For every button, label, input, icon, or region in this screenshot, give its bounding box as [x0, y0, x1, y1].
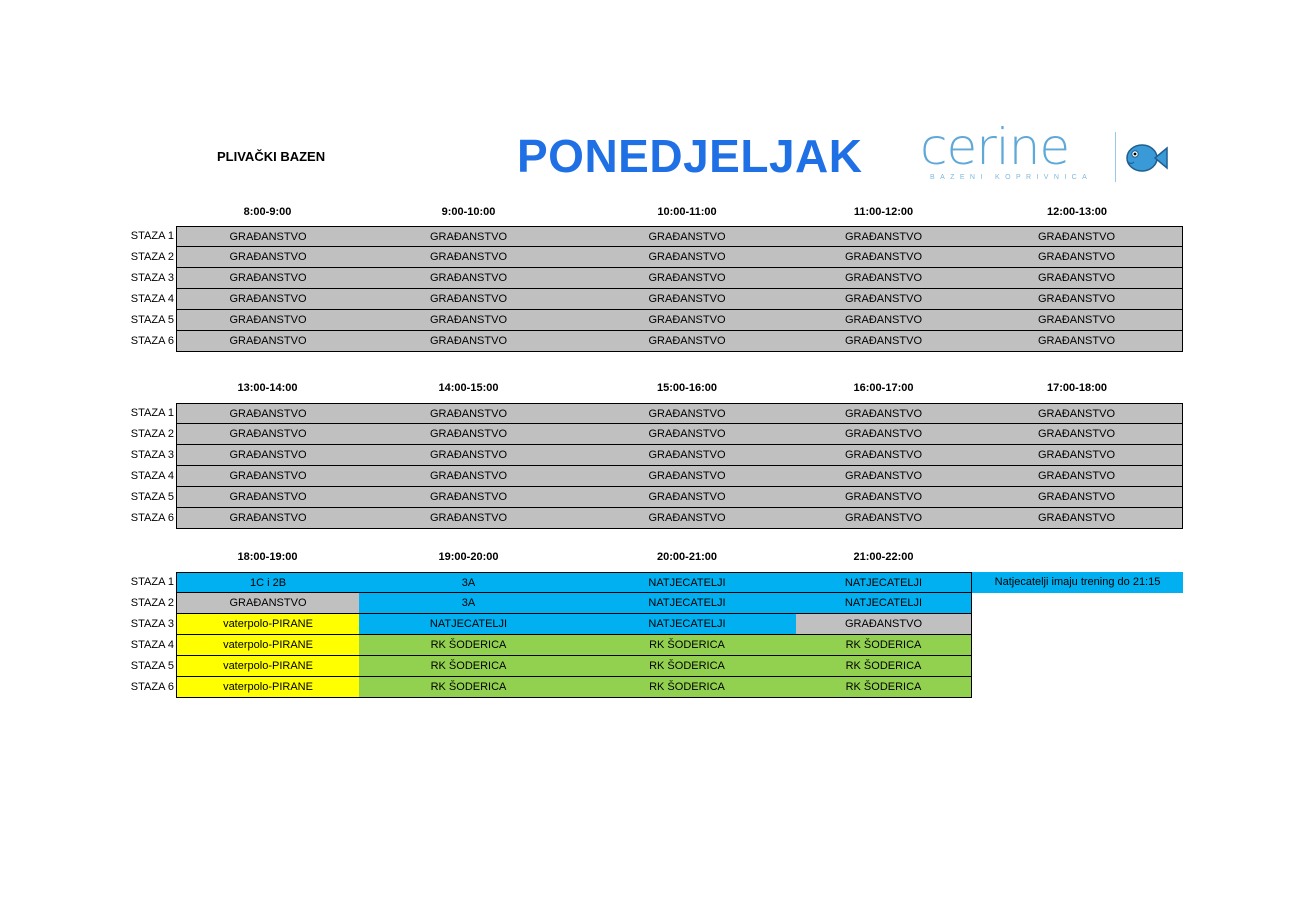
schedule-cell: GRAĐANSTVO	[971, 268, 1183, 289]
lane-label: STAZA 5	[130, 491, 174, 503]
schedule-cell: GRAĐANSTVO	[176, 403, 360, 424]
schedule-cell: GRAĐANSTVO	[176, 466, 360, 487]
schedule-cell: GRAĐANSTVO	[796, 466, 972, 487]
schedule-cell: GRAĐANSTVO	[359, 331, 579, 352]
schedule-cell: GRAĐANSTVO	[971, 487, 1183, 508]
schedule-cell: GRAĐANSTVO	[176, 593, 360, 614]
time-header: 15:00-16:00	[657, 382, 717, 394]
schedule-cell: NATJECATELJI	[578, 572, 797, 593]
lane-label: STAZA 4	[130, 293, 174, 305]
schedule-cell: GRAĐANSTVO	[359, 403, 579, 424]
schedule-cell: GRAĐANSTVO	[796, 331, 972, 352]
schedule-cell: 3A	[359, 572, 579, 593]
schedule-cell: GRAĐANSTVO	[176, 226, 360, 247]
schedule-cell: GRAĐANSTVO	[971, 508, 1183, 529]
schedule-cell: GRAĐANSTVO	[796, 487, 972, 508]
lane-label: STAZA 1	[130, 407, 174, 419]
lane-label: STAZA 5	[130, 660, 174, 672]
schedule-cell: GRAĐANSTVO	[971, 226, 1183, 247]
lane-label: STAZA 1	[130, 576, 174, 588]
schedule-cell: GRAĐANSTVO	[796, 247, 972, 268]
schedule-cell: GRAĐANSTVO	[359, 508, 579, 529]
schedule-cell: GRAĐANSTVO	[578, 268, 797, 289]
lane-label: STAZA 2	[130, 251, 174, 263]
schedule-cell: RK ŠODERICA	[359, 635, 579, 656]
schedule-cell: 3A	[359, 593, 579, 614]
schedule-cell: GRAĐANSTVO	[796, 445, 972, 466]
schedule-cell: GRAĐANSTVO	[176, 424, 360, 445]
schedule-cell: RK ŠODERICA	[578, 656, 797, 677]
lane-label: STAZA 2	[130, 428, 174, 440]
schedule-cell: GRAĐANSTVO	[796, 226, 972, 247]
schedule-cell: GRAĐANSTVO	[176, 331, 360, 352]
schedule-cell: GRAĐANSTVO	[578, 424, 797, 445]
schedule-cell: vaterpolo-PIRANE	[176, 614, 360, 635]
schedule-cell: GRAĐANSTVO	[176, 247, 360, 268]
training-note: Natjecatelji imaju trening do 21:15	[972, 572, 1183, 593]
schedule-cell: GRAĐANSTVO	[578, 226, 797, 247]
schedule-cell: NATJECATELJI	[796, 572, 972, 593]
lane-label: STAZA 6	[130, 512, 174, 524]
schedule-cell: GRAĐANSTVO	[359, 487, 579, 508]
schedule-cell: NATJECATELJI	[578, 593, 797, 614]
schedule-cell: GRAĐANSTVO	[971, 424, 1183, 445]
lane-label: STAZA 5	[130, 314, 174, 326]
schedule-cell: GRAĐANSTVO	[359, 268, 579, 289]
schedule-cell: NATJECATELJI	[578, 614, 797, 635]
logo-tagline: BAZENI KOPRIVNICA	[930, 174, 1093, 181]
schedule-cell: NATJECATELJI	[796, 593, 972, 614]
schedule-cell: GRAĐANSTVO	[176, 268, 360, 289]
schedule-cell: GRAĐANSTVO	[796, 268, 972, 289]
schedule-cell: GRAĐANSTVO	[359, 310, 579, 331]
schedule-cell: GRAĐANSTVO	[578, 247, 797, 268]
schedule-cell: GRAĐANSTVO	[578, 310, 797, 331]
schedule-cell: GRAĐANSTVO	[971, 445, 1183, 466]
schedule-cell: GRAĐANSTVO	[359, 247, 579, 268]
schedule-cell: GRAĐANSTVO	[359, 445, 579, 466]
schedule-cell: GRAĐANSTVO	[578, 508, 797, 529]
time-header: 11:00-12:00	[853, 206, 914, 218]
schedule-cell: GRAĐANSTVO	[971, 466, 1183, 487]
schedule-cell: vaterpolo-PIRANE	[176, 656, 360, 677]
facility-name: PLIVAČKI BAZEN	[217, 149, 326, 164]
cerine-logo	[920, 118, 1170, 188]
time-header: 19:00-20:00	[438, 551, 499, 563]
logo-wordmark: cerine	[920, 118, 1070, 176]
schedule-cell: RK ŠODERICA	[578, 677, 797, 698]
schedule-cell: RK ŠODERICA	[578, 635, 797, 656]
schedule-cell: GRAĐANSTVO	[971, 289, 1183, 310]
schedule-cell: GRAĐANSTVO	[796, 508, 972, 529]
schedule-cell: GRAĐANSTVO	[796, 310, 972, 331]
schedule-cell: GRAĐANSTVO	[578, 445, 797, 466]
schedule-cell: GRAĐANSTVO	[359, 466, 579, 487]
schedule-cell: GRAĐANSTVO	[359, 289, 579, 310]
lane-label: STAZA 1	[130, 230, 174, 242]
time-header: 8:00-9:00	[243, 206, 292, 218]
time-header: 12:00-13:00	[1047, 206, 1107, 218]
schedule-cell: GRAĐANSTVO	[359, 424, 579, 445]
lane-label: STAZA 4	[130, 639, 174, 651]
schedule-cell: GRAĐANSTVO	[176, 508, 360, 529]
schedule-cell: GRAĐANSTVO	[578, 487, 797, 508]
schedule-cell: GRAĐANSTVO	[176, 289, 360, 310]
schedule-cell: GRAĐANSTVO	[176, 487, 360, 508]
schedule-cell: vaterpolo-PIRANE	[176, 635, 360, 656]
time-header: 17:00-18:00	[1047, 382, 1107, 394]
lane-label: STAZA 6	[130, 681, 174, 693]
lane-label: STAZA 3	[130, 449, 174, 461]
schedule-cell: GRAĐANSTVO	[359, 226, 579, 247]
schedule-cell: GRAĐANSTVO	[176, 310, 360, 331]
lane-label: STAZA 6	[130, 335, 174, 347]
schedule-cell: NATJECATELJI	[359, 614, 579, 635]
schedule-cell: RK ŠODERICA	[796, 635, 972, 656]
schedule-cell: vaterpolo-PIRANE	[176, 677, 360, 698]
time-header: 20:00-21:00	[657, 551, 717, 563]
logo-separator	[1115, 132, 1116, 182]
time-header: 9:00-10:00	[441, 206, 496, 218]
schedule-cell: GRAĐANSTVO	[796, 403, 972, 424]
schedule-cell: GRAĐANSTVO	[578, 289, 797, 310]
schedule-cell: RK ŠODERICA	[359, 677, 579, 698]
schedule-cell: GRAĐANSTVO	[176, 445, 360, 466]
lane-label: STAZA 2	[130, 597, 174, 609]
schedule-cell: GRAĐANSTVO	[796, 424, 972, 445]
schedule-cell: GRAĐANSTVO	[578, 331, 797, 352]
schedule-cell: GRAĐANSTVO	[971, 403, 1183, 424]
time-header: 16:00-17:00	[853, 382, 914, 394]
schedule-cell: GRAĐANSTVO	[578, 466, 797, 487]
day-title: PONEDJELJAK	[517, 130, 863, 182]
lane-label: STAZA 3	[130, 618, 174, 630]
schedule-cell: 1C i 2B	[176, 572, 360, 593]
time-header: 13:00-14:00	[237, 382, 298, 394]
time-header: 21:00-22:00	[853, 551, 914, 563]
lane-label: STAZA 3	[130, 272, 174, 284]
lane-label: STAZA 4	[130, 470, 174, 482]
schedule-cell: GRAĐANSTVO	[796, 614, 972, 635]
schedule-cell: GRAĐANSTVO	[971, 331, 1183, 352]
schedule-cell: RK ŠODERICA	[796, 656, 972, 677]
time-header: 14:00-15:00	[438, 382, 499, 394]
schedule-cell: RK ŠODERICA	[796, 677, 972, 698]
schedule-cell: RK ŠODERICA	[359, 656, 579, 677]
schedule-cell: GRAĐANSTVO	[971, 247, 1183, 268]
time-header: 10:00-11:00	[657, 206, 717, 218]
schedule-cell: GRAĐANSTVO	[578, 403, 797, 424]
fish-icon	[1122, 138, 1168, 178]
schedule-cell: GRAĐANSTVO	[796, 289, 972, 310]
schedule-cell: GRAĐANSTVO	[971, 310, 1183, 331]
time-header: 18:00-19:00	[237, 551, 298, 563]
